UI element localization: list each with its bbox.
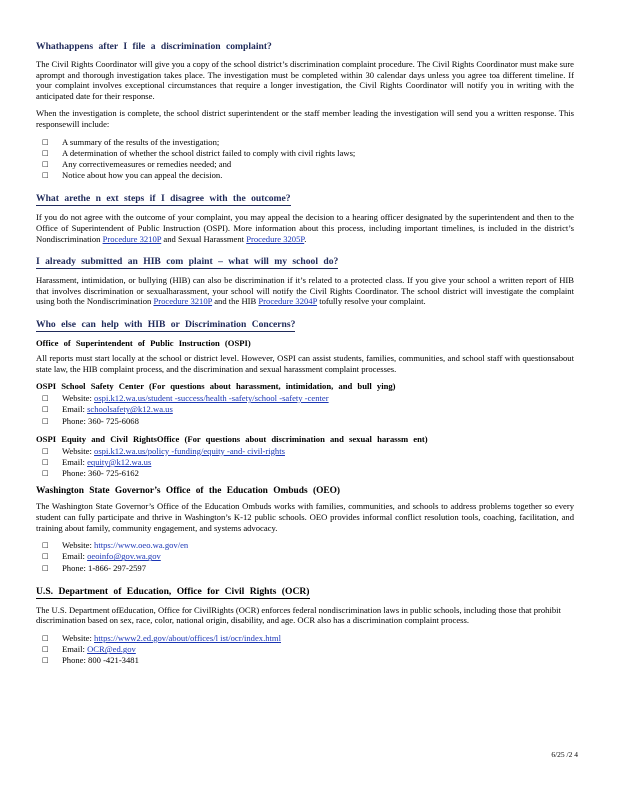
email-link[interactable]: OCR@ed.gov xyxy=(87,644,136,655)
safety-center-title: OSPI School Safety Center (For questions about harassment, intimidation, and bull ying) xyxy=(36,381,396,392)
paragraph: All reports must start locally at the school or district level. However, OSPI can assist students, families, communities, and school staff with questionsabout state law, the HIB complaint process, and the discrimination and sexual harassment complaint processes. xyxy=(36,352,574,374)
website-link[interactable]: ospi.k12.wa.us/student -success/health -safety/school -safety -center xyxy=(94,393,329,404)
phone-number: 800 -421-3481 xyxy=(88,655,139,666)
list-item: □ A determination of whether the school district failed to comply with civil rights laws; xyxy=(42,147,356,158)
paragraph: If you do not agree with the outcome of your complaint, you may appeal the decision to a hearing officer designated by the superintendent and then to the Office of Superintendent of Public Instruction (OSPI). More information about this process, including important timelines, is included in the district’s Nondiscrimination Procedure 3210P and Sexual Harassment Procedure 3205P. xyxy=(36,212,574,244)
page-number: 6/25 /2 4 xyxy=(551,750,578,759)
paragraph: Harassment, intimidation, or bullying (HIB) can also be discrimination if it’s related to a protected class. If you give your school a written report of HIB that involves discrimination or sexualharassment, your school will notify the Civil Rights Coordinator. The school district will investigate the complaint using both the Nondiscrimination Procedure 3210P and the HIB Procedure 3204P tofully resolve your complaint. xyxy=(36,275,574,307)
bullet-icon: □ xyxy=(42,469,49,478)
bullet-icon: □ xyxy=(42,457,49,466)
contact-list xyxy=(36,540,574,574)
paragraph: When the investigation is complete, the school district superintendent or the staff member leading the investigation will send you a written response. This responsewill include: xyxy=(36,108,574,129)
bullet-icon: □ xyxy=(42,159,49,168)
list-item: □ Email: oeoinfo@gov.wa.gov xyxy=(42,551,161,562)
phone-number: 360- 725-6162 xyxy=(88,468,139,479)
contact-list xyxy=(36,633,574,667)
section-heading: Who else can help with HIB or Discrimination Concerns? xyxy=(36,318,296,330)
list-item: □ A summary of the results of the investigation; xyxy=(42,136,220,147)
paragraph: The U.S. Department ofEducation, Office for CivilRights (OCR) enforces federal nondiscrimination laws in public schools, including those that prohibit discrimination based on sex, race, color, national origin, disability, and age. OCR also has a discrimination complaint process. xyxy=(36,604,561,626)
contact-list xyxy=(36,446,574,480)
list-item: □ Website: ospi.k12.wa.us/student -success/health -safety/school -safety -center xyxy=(42,393,329,404)
bullet-icon: □ xyxy=(42,541,49,550)
procedure-3204p-link[interactable]: Procedure 3204P xyxy=(258,296,318,307)
bullet-icon: □ xyxy=(42,171,49,180)
section-who-else-can-help xyxy=(36,314,574,479)
phone-number: 1-866- 297-2597 xyxy=(88,562,147,573)
website-link[interactable]: ospi.k12.wa.us/policy -funding/equity -and- civil-rights xyxy=(94,445,285,456)
list-item: □ Phone: 360- 725-6068 xyxy=(42,415,139,426)
email-link[interactable]: equity@k12.wa.us xyxy=(87,456,152,467)
section-heading: I already submitted an HIB com plaint – what will my school do? xyxy=(36,256,339,268)
phone-number: 360- 725-6068 xyxy=(88,415,139,426)
website-link[interactable]: https://www.oeo.wa.gov/en xyxy=(94,540,189,551)
bullet-icon: □ xyxy=(42,563,49,572)
section-heading: Whathappens after I file a discrimination complaint? xyxy=(36,41,272,52)
bullet-icon: □ xyxy=(42,416,49,425)
list-item: □ Website: https://www.oeo.wa.gov/en xyxy=(42,540,189,551)
list-item: □ Website: https://www2.ed.gov/about/offices/l ist/ocr/index.html xyxy=(42,632,281,643)
email-link[interactable]: schoolsafety@k12.wa.us xyxy=(87,404,173,415)
bullet-icon: □ xyxy=(42,148,49,157)
ospi-title: Office of Superintendent of Public Instruction (OSPI) xyxy=(36,337,251,348)
section-ocr xyxy=(36,581,574,667)
bullet-icon: □ xyxy=(42,633,49,642)
procedure-3210p-link[interactable]: Procedure 3210P xyxy=(102,233,162,244)
list-item: □ Email: schoolsafety@k12.wa.us xyxy=(42,404,173,415)
bullet-list xyxy=(36,137,574,182)
email-link[interactable]: oeoinfo@gov.wa.gov xyxy=(87,551,161,562)
list-item: □ Email: OCR@ed.gov xyxy=(42,644,136,655)
paragraph: The Civil Rights Coordinator will give you a copy of the school district’s discrimination complaint procedure. The Civil Rights Coordinator must make sure aprompt and thorough investigation takes place. The investigation must be completed within 30 calendar days unless you agree toa different timeline. If your complaint involves exceptional circumstances that require a longer investigation, the Civil Rights Coordinator will notify you in writing with the anticipated date for their response. xyxy=(36,59,574,101)
section-heading: What arethe n ext steps if I disagree with the outcome? xyxy=(36,193,291,205)
procedure-3210p-link[interactable]: Procedure 3210P xyxy=(153,296,213,307)
section-heading: U.S. Department of Education, Office for Civil Rights (OCR) xyxy=(36,585,310,597)
section-after-filing xyxy=(36,36,574,181)
document-page xyxy=(36,36,574,674)
list-item: □ Website: ospi.k12.wa.us/policy -funding/equity -and- civil-rights xyxy=(42,445,285,456)
website-link[interactable]: https://www2.ed.gov/about/offices/l ist/ocr/index.html xyxy=(94,632,281,643)
bullet-icon: □ xyxy=(42,394,49,403)
bullet-icon: □ xyxy=(42,645,49,654)
list-item: □ Notice about how you can appeal the decision. xyxy=(42,170,223,181)
section-heading: Washington State Governor’s Office of the Education Ombuds (OEO) xyxy=(36,486,341,497)
list-item: □ Phone: 360- 725-6162 xyxy=(42,468,139,479)
section-hib-complaint xyxy=(36,251,574,307)
bullet-icon: □ xyxy=(42,656,49,665)
section-oeo xyxy=(36,486,574,573)
list-item: □ Email: equity@k12.wa.us xyxy=(42,456,152,467)
list-item: □ Phone: 1-866- 297-2597 xyxy=(42,562,147,573)
list-item: □ Phone: 800 -421-3481 xyxy=(42,655,139,666)
equity-office-title: OSPI Equity and Civil RightsOffice (For questions about discrimination and sexual harassm ent) xyxy=(36,433,428,444)
paragraph: The Washington State Governor’s Office of the Education Ombuds works with families, communities, and schools to address problems together so every student can fully participate and thrive in Washington’s K-12 public schools. OEO provides informal conflict resolution tools, coaching, facilitation, and training about family, community engagement, and systems advocacy. xyxy=(36,501,574,533)
section-next-steps xyxy=(36,188,574,244)
contact-list xyxy=(36,393,574,427)
list-item: □ Any correctivemeasures or remedies needed; and xyxy=(42,158,232,169)
bullet-icon: □ xyxy=(42,552,49,561)
bullet-icon: □ xyxy=(42,137,49,146)
bullet-icon: □ xyxy=(42,405,49,414)
bullet-icon: □ xyxy=(42,446,49,455)
procedure-3205p-link[interactable]: Procedure 3205P xyxy=(246,233,305,244)
